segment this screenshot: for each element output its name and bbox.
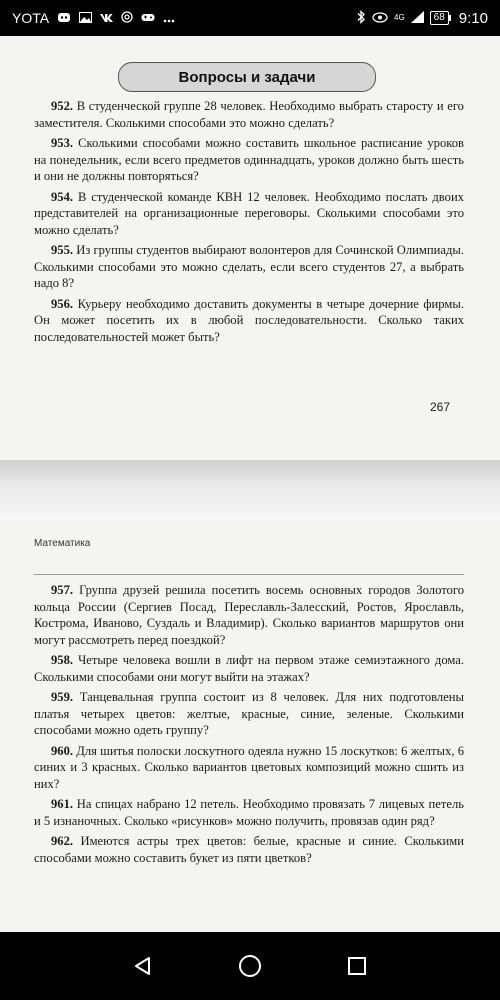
network-type: 4G (394, 13, 405, 22)
problem-961: 961. На спицах набрано 12 петель. Необходимо провязать 7 лицевых петель и 5 изнаночных. Сколько «рисунков» можно получить, провязав один ряд? (34, 797, 464, 828)
battery-level: 68 (430, 11, 449, 25)
problem-962: 962. Имеются астры трех цветов: белые, красные и синие. Сколькими способами можно составить букет из пяти цветков? (34, 834, 464, 865)
problem-955: 955. Из группы студентов выбирают волонтеров для Сочинской Олимпиады. Сколькими способами это можно сделать, если всего студентов 27, а выбрать надо 8? (34, 243, 464, 290)
navigation-bar (0, 932, 500, 1000)
header-divider (34, 574, 464, 575)
back-icon[interactable] (128, 951, 158, 981)
recents-icon[interactable] (342, 951, 372, 981)
carrier-name: YOTA (12, 10, 50, 26)
running-header: Математика (34, 538, 91, 549)
at-icon (121, 11, 133, 25)
page-number: 267 (430, 400, 451, 414)
bluetooth-icon (357, 10, 366, 26)
clock: 9:10 (458, 9, 488, 27)
problem-959: 959. Танцевальная группа состоит из 8 человек. Для них подготовлены платья четырех цветов: желтые, красные, синие, зеленые. Сколькими способами можно одеть группу? (34, 690, 464, 737)
game-icon (141, 12, 155, 25)
status-bar (0, 0, 500, 36)
problem-list (34, 98, 464, 349)
book-page-268 (0, 520, 500, 932)
problem-957: 957. Группа друзей решила посетить восемь основных городов Золотого кольца России (Сергиев Посад, Переславль-Залесский, Ростов, Ярославль, Кострома, Иваново, Суздаль и Владимир). Сколько вариантов маршрутов они могут рассмотреть перед поездкой? (34, 583, 464, 647)
problem-954: 954. В студенческой команде КВН 12 человек. Необходимо послать двоих представителей на организационные переговоры. Сколькими способами это можно сделать? (34, 189, 464, 237)
problem-958: 958. Четыре человека вошли в лифт на первом этаже семиэтажного дома. Сколькими способами они могут выйти на этажах? (34, 653, 465, 684)
more-icon (163, 12, 175, 25)
section-banner: Вопросы и задачи (118, 62, 376, 92)
page-separator (0, 460, 500, 520)
problem-953: 953. Сколькими способами можно составить школьное расписание уроков на понедельник, если всего предметов одиннадцать, уроков должно быть шесть и они не должны повторяться? (34, 136, 464, 183)
signal-icon (411, 11, 424, 25)
problem-list (34, 582, 464, 870)
eye-icon (372, 12, 388, 25)
vk-icon (100, 12, 113, 25)
discord-icon (57, 12, 71, 25)
image-icon (79, 12, 92, 25)
problem-952: 952. В студенческой группе 28 человек. Необходимо выбрать старосту и его заместителя. Сколькими способами это можно сделать? (34, 99, 464, 130)
problem-960: 960. Для шитья полоски лоскутного одеяла нужно 15 лоскутков: 6 желтых, 6 синих и 3 красных. Сколько вариантов цветовых композиций можно сшить из них? (34, 743, 464, 791)
book-page-267 (0, 36, 500, 460)
home-icon[interactable] (235, 951, 265, 981)
problem-956: 956. Курьеру необходимо доставить документы в четыре дочерние фирмы. Он может посетить их в любой последовательности. Сколько таких последовательностей может быть? (34, 296, 464, 344)
